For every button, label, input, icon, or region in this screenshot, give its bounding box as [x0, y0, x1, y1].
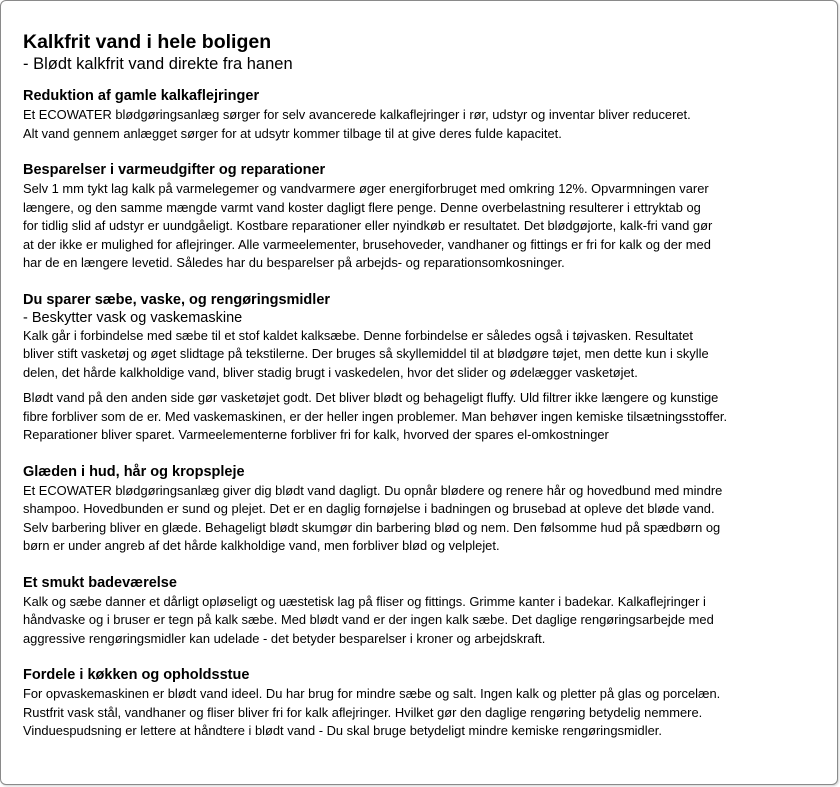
text-line: Vinduespudsning er lettere at håndtere i blødt vand - Du skal bruge betydeligt mindre kemiske rengøringsmidler.	[23, 723, 662, 738]
paragraph	[23, 389, 833, 445]
text-line: bliver stift vasketøj og øget slidtage på tekstilerne. Der bruges så skyllemiddel til at blødgøre tøjet, men dette kun i skylle	[23, 346, 709, 361]
paragraph	[23, 593, 833, 649]
paragraph	[23, 482, 833, 556]
text-line: Kalk og sæbe danner et dårligt opløseligt og uæstetisk lag på fliser og fittings. Grimme kanter i badekar. Kalkaflejringer i	[23, 593, 706, 609]
page-subtitle: - Blødt kalkfrit vand direkte fra hanen	[23, 55, 293, 73]
section-koekken	[23, 665, 833, 741]
section-heading: Fordele i køkken og opholdsstue	[23, 667, 250, 683]
section-besparelser	[23, 160, 833, 273]
section-heading: Et smukt badeværelse	[23, 574, 177, 591]
text-line: shampoo. Hovedbunden er sund og plejet. Det er en daglig fornøjelse i badningen og brusebad at opleve det bløde vand.	[23, 501, 715, 516]
text-line: længere, og den samme mængde varmt vand koster dagligt flere penge. Denne overbelastning resulterer i ettryktab og	[23, 199, 701, 215]
text-line: håndvaske og i bruser er tegn på kalk sæbe. Med blødt vand er der ingen kalk sæbe. Det daglige rengøringsarbejde med	[23, 612, 714, 627]
text-line: delen, det hårde kalkholdige vand, bliver stadig brugt i vaskedelen, hvor det slider og ødelægger vasketøjet.	[23, 364, 638, 380]
text-line: har de en længere levetid. Således har du besparelser på arbejds- og reparationsomkosninger.	[23, 255, 565, 270]
paragraph	[23, 180, 833, 273]
text-line: For opvaskemaskinen er blødt vand ideel. Du har brug for mindre sæbe og salt. Ingen kalk og pletter på glas og porcelæn.	[23, 686, 721, 701]
text-line: Kalk går i forbindelse med sæbe til et stof kaldet kalksæbe. Denne forbindelse er således også i tøjvasken. Resultatet	[23, 327, 693, 343]
paragraph	[23, 685, 833, 741]
text-line: Reparationer bliver sparet. Varmeelementerne forbliver fri for kalk, hvorved der spares el-omkostninger	[23, 427, 609, 442]
text-line: aggressive rengøringsmidler kan udelade - det betyder besparelser i kroner og arbejdskraft.	[23, 630, 546, 646]
text-line: Blødt vand på den anden side gør vasketøjet godt. Det bliver blødt og behageligt fluffy. Uld filtrer ikke længere og kunstige	[23, 390, 719, 405]
text-line: for tidlig slid af udstyr er uundgåeligt. Kostbare reparationer eller nyindkøb er resultatet. Det blødgøjorte, kalk-fri vand gør	[23, 218, 713, 233]
section-heading: Glæden i hud, hår og kropspleje	[23, 463, 245, 480]
article	[23, 30, 833, 758]
text-line: børn er under angreb af det hårde kalkholdige vand, men forbliver blød og velplejet.	[23, 538, 500, 553]
section-heading: Reduktion af gamle kalkaflejringer	[23, 88, 260, 104]
section-saebe	[23, 290, 833, 445]
text-line: Alt vand gennem anlægget sørger for at udsytr kommer tilbage til at give deres fulde kapacitet.	[23, 125, 562, 141]
section-subheading: - Beskytter vask og vaskemaskine	[23, 309, 243, 326]
section-hud-haar	[23, 462, 833, 556]
text-line: Rustfrit vask stål, vandhaner og fliser bliver fri for kalk aflejringer. Hvilket gør den daglige rengøring betydelig nemmere.	[23, 704, 703, 720]
text-line: Et ECOWATER blødgøringsanlæg giver dig blødt vand dagligt. Du opnår blødere og renere hår og hovedbund med mindre	[23, 482, 723, 498]
page-title: Kalkfrit vand i hele boligen	[23, 31, 272, 53]
section-heading: Du sparer sæbe, vaske, og rengøringsmidler	[23, 291, 331, 308]
paragraph	[23, 327, 833, 383]
text-line: Selv 1 mm tykt lag kalk på varmelegemer og vandvarmere øger energiforbruget med omkring 12%. Opvarmningen varer	[23, 181, 709, 196]
text-line: Selv barbering bliver en glæde. Behageligt blødt skumgør din barbering blød og nem. Den følsomme hud på spædbørn og	[23, 519, 721, 535]
section-reduktion	[23, 86, 833, 143]
section-badevaerelse	[23, 573, 833, 649]
paragraph	[23, 106, 833, 143]
text-line: at der ikke er mulighed for aflejringer. Alle varmeelementer, brusehoveder, vandhaner og fittings er fri for kalk og der med	[23, 236, 711, 252]
section-heading: Besparelser i varmeudgifter og reparationer	[23, 162, 326, 178]
text-line: fibre forbliver som de er. Med vaskemaskinen, er der heller ingen problemer. Man behøver ingen kemiske tilsætningsstoffer.	[23, 408, 728, 424]
text-line: Et ECOWATER blødgøringsanlæg sørger for selv avancerede kalkaflejringer i rør, udstyr og inventar bliver reduceret.	[23, 107, 691, 122]
